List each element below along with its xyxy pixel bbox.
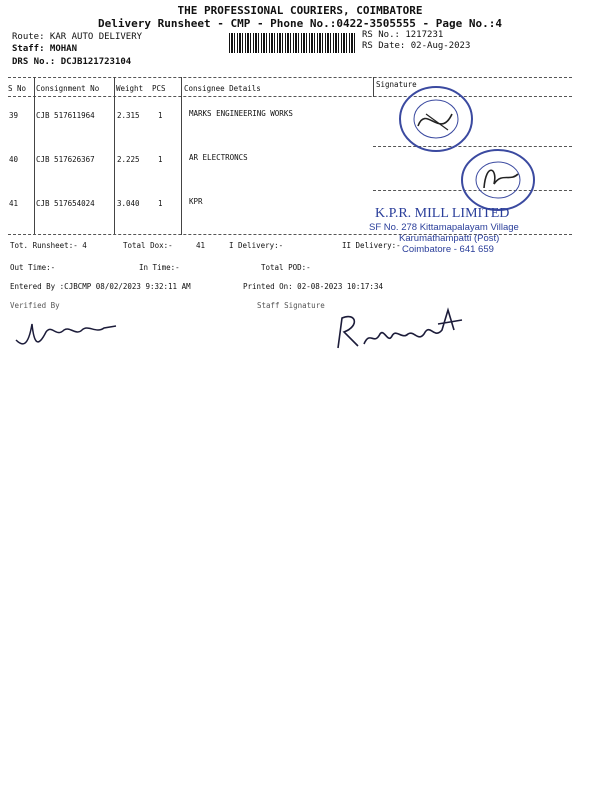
runsheet-subtitle: Delivery Runsheet - CMP - Phone No.:0422-3505555 - Page No.:4 [98,17,502,30]
col-divider [373,77,374,97]
col-divider [34,77,35,235]
total-dox-value: 41 [196,241,206,250]
verified-by-label: Verified By [10,301,60,310]
entered-by: Entered By :CJBCMP 08/02/2023 9:32:11 AM [10,282,191,291]
kpr-stamp-post: Karumathampatti (Post) [399,233,500,244]
col-divider [181,77,182,235]
table-top-rule [8,77,572,78]
in-time-label: In Time:- [139,263,180,272]
round-seal-stamp [458,148,538,212]
verifier-signature [12,310,122,354]
table-row-consignment: CJB 517626367 [36,155,95,164]
drs-number: DRS No.: DCJB121723104 [12,57,132,67]
barcode [229,33,355,53]
table-row-weight: 2.315 [117,111,140,120]
table-row-sno: 39 [9,111,19,120]
kpr-stamp-address: SF No. 278 Kittamapalayam Village [369,222,519,233]
col-header-consignee: Consignee Details [184,84,261,93]
col-header-signature: Signature [376,80,417,89]
round-seal-stamp [396,84,476,154]
table-row-sno: 41 [9,199,19,208]
i-delivery-label: I Delivery:- [229,241,284,250]
table-row-consignee: MARKS ENGINEERING WORKS [189,109,293,118]
col-header-consignment: Consignment No [36,84,100,93]
col-divider [114,77,115,235]
rs-date: RS Date: 02-Aug-2023 [362,41,471,51]
route-label: Route: KAR AUTO DELIVERY [12,32,143,42]
kpr-stamp-name: K.P.R. MILL LIMITED [375,206,510,221]
ii-delivery-label: II Delivery:- [342,241,401,250]
staff-label: Staff: MOHAN [12,44,78,54]
table-row-consignee: AR ELECTRONCS [189,153,248,162]
company-title: THE PROFESSIONAL COURIERS, COIMBATORE [177,4,423,17]
table-row-consignment: CJB 517611964 [36,111,95,120]
total-dox-label: Total Dox:- [123,241,173,250]
table-header-rule [8,96,572,97]
table-row-consignment: CJB 517654024 [36,199,95,208]
table-row-weight: 2.225 [117,155,140,164]
kpr-stamp-city: Coimbatore - 641 659 [402,244,494,255]
col-header-sno: S No [8,84,27,93]
out-time-label: Out Time:- [10,263,56,272]
table-row-pcs: 1 [158,199,163,208]
table-row-pcs: 1 [158,111,163,120]
col-header-weight: Weight [116,84,144,93]
staff-signature-label: Staff Signature [257,301,325,310]
table-row-sno: 40 [9,155,19,164]
total-runsheet: Tot. Runsheet:- 4 [10,241,87,250]
table-row-consignee: KPR [189,197,203,206]
total-pod-label: Total POD:- [261,263,311,272]
table-row-weight: 3.040 [117,199,140,208]
printed-on: Printed On: 02-08-2023 10:17:34 [243,282,383,291]
col-header-pcs: PCS [152,84,166,93]
rs-number: RS No.: 1217231 [362,30,444,40]
table-row-pcs: 1 [158,155,163,164]
staff-handwritten-signature [330,300,470,360]
